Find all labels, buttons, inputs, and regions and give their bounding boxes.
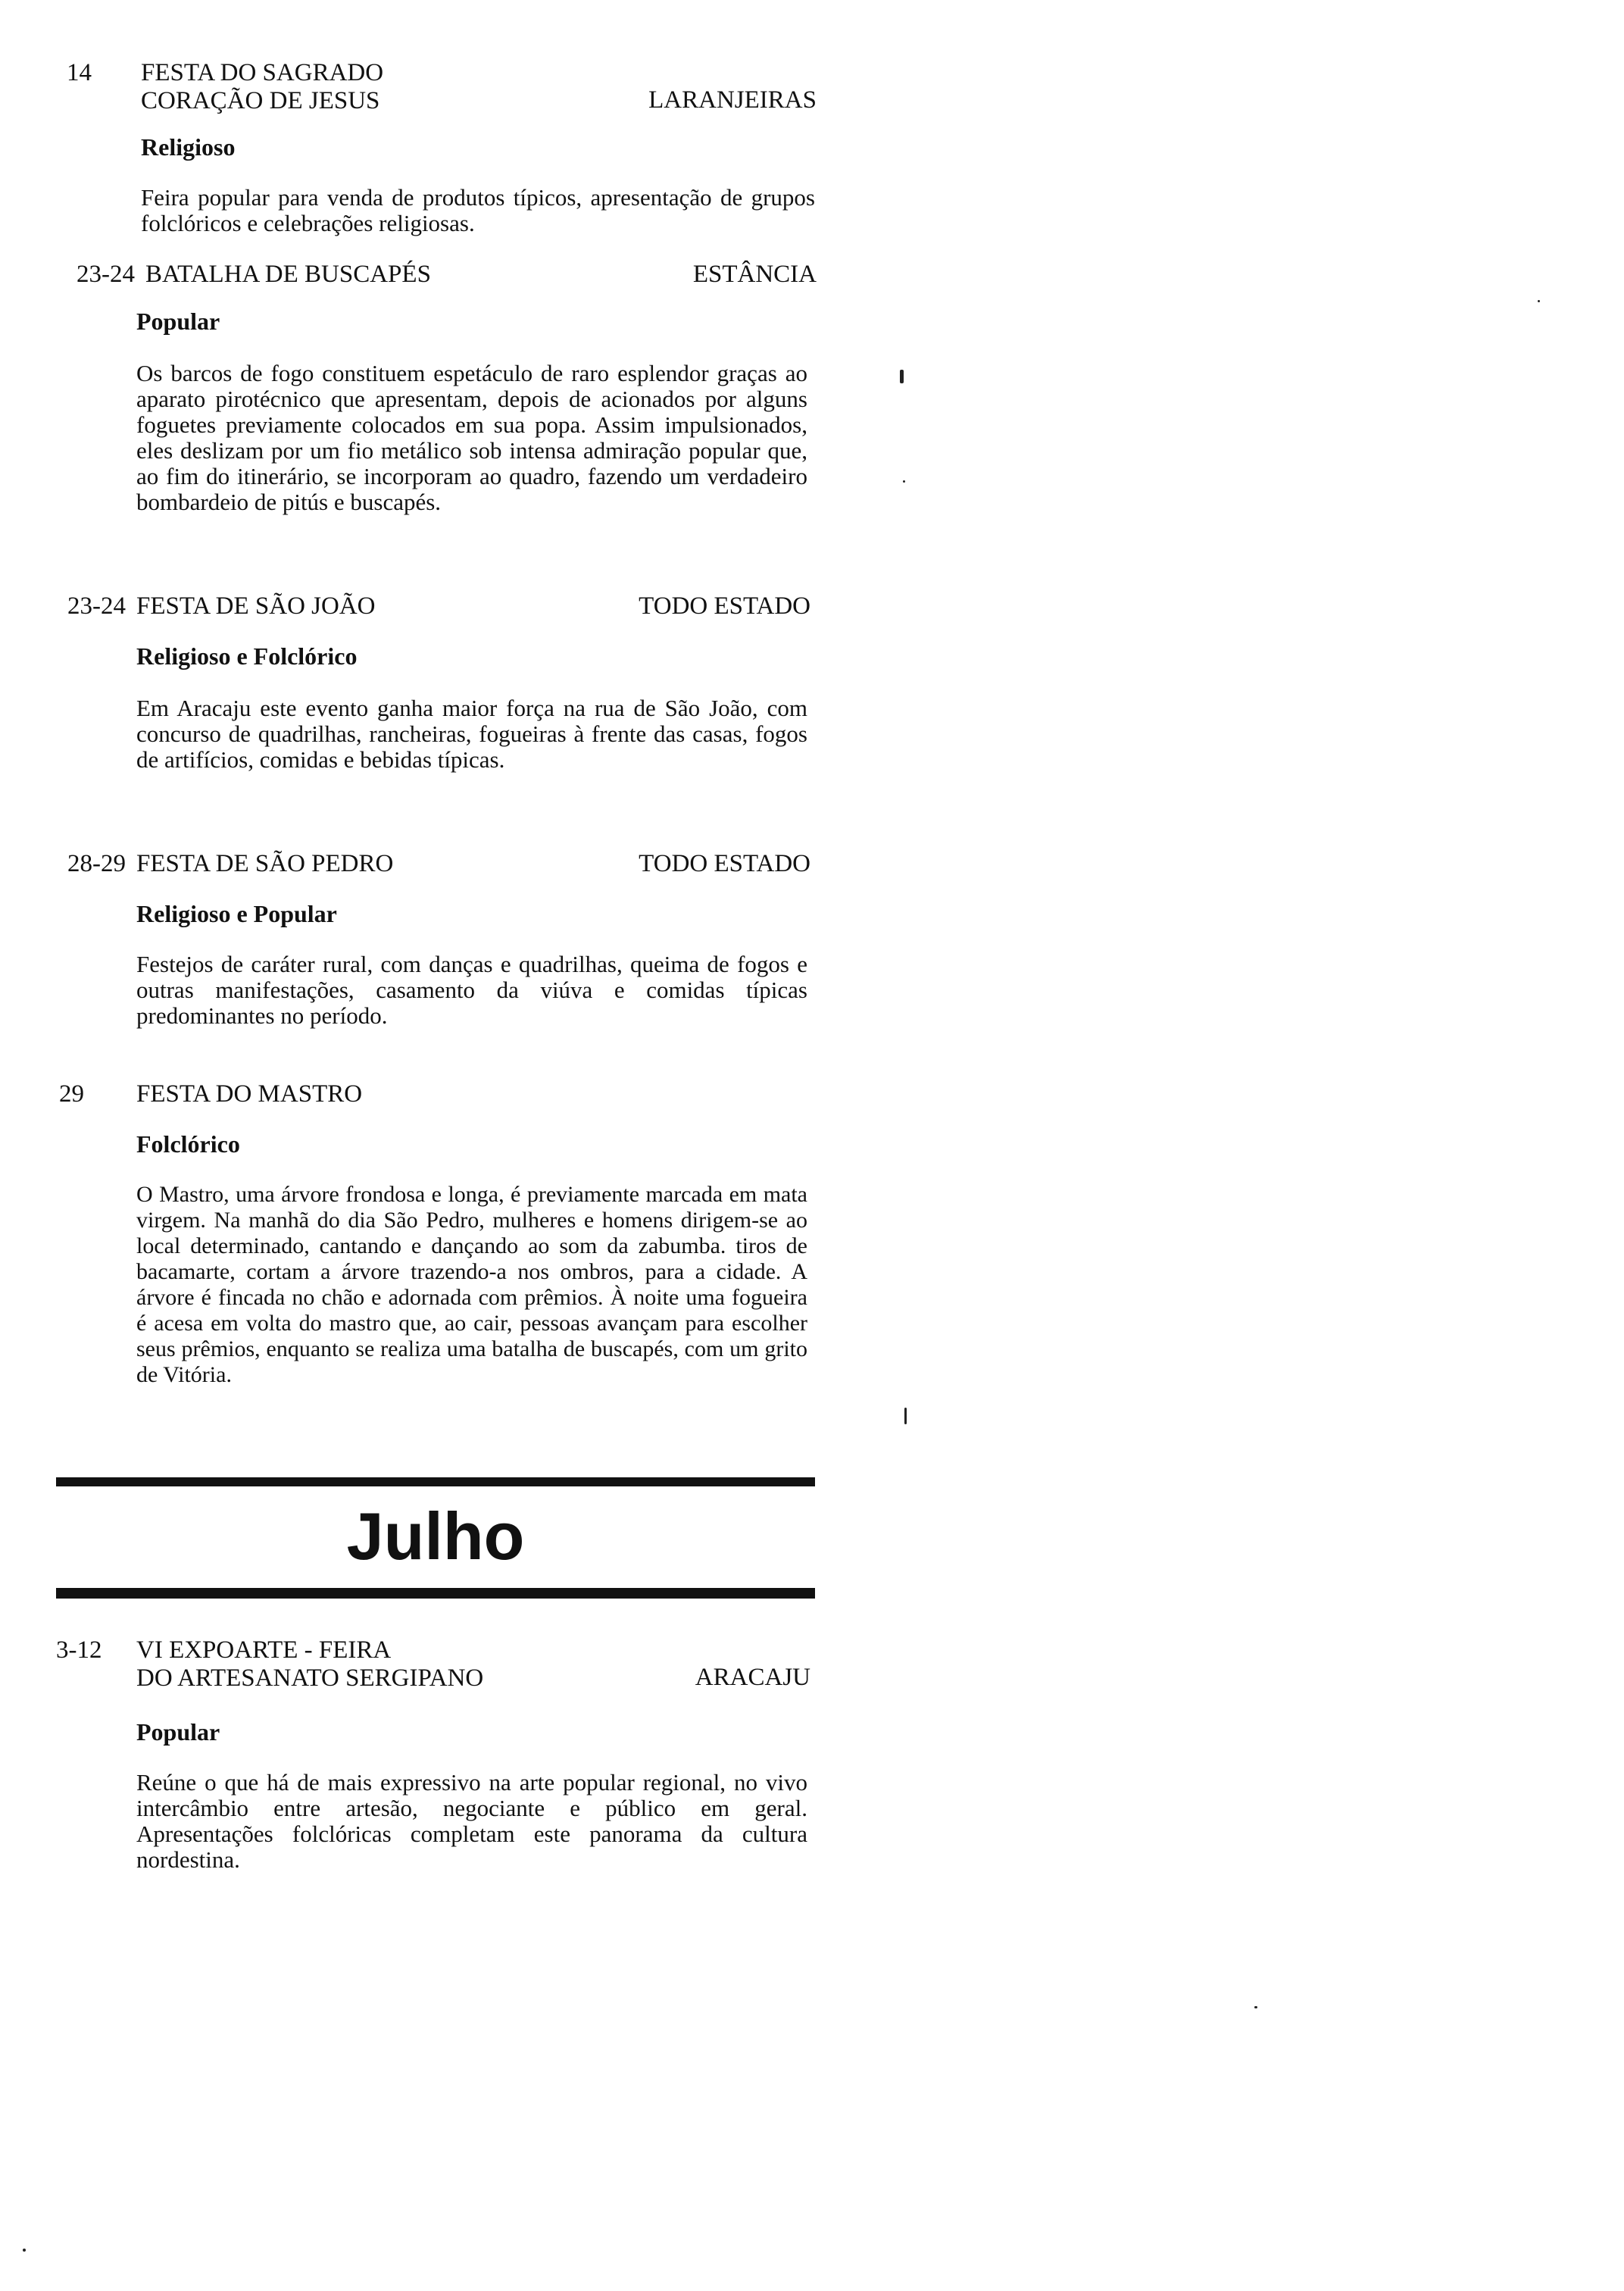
event-entry [0, 261, 833, 556]
event-title: FESTA DO MASTRO [136, 1080, 363, 1108]
event-date: 23-24 [77, 261, 135, 288]
event-description: O Mastro, uma árvore frondosa e longa, é previamente marcada em mata virgem. Na manhã do dia São Pedro, mulheres e homens dirigem-se ao local determinado, cantando e dançando ao som da zabumba. tiros de bacamarte, cortam a árvore trazendo-a nos ombros, para a cidade. A árvore é fincada no chão e adornada com prêmios. À noite uma fogueira é acesa em volta do mastro que, ao cair, pessoas avançam para escolher seus prêmios, enquanto se realiza uma batalha de buscapés, com um grito de Vitória. [136, 1182, 807, 1387]
event-title: BATALHA DE BUSCAPÉS [145, 261, 431, 288]
event-date: 14 [67, 59, 92, 86]
event-entry [0, 1080, 833, 1459]
event-description: Em Aracaju este evento ganha maior força na rua de São João, com concurso de quadrilhas, rancheiras, fogueiras à frente das casas, fogos de artifícios, comidas e bebidas típicas. [136, 695, 807, 773]
event-type: Religioso [141, 133, 236, 161]
event-title: FESTA DE SÃO JOÃO [136, 592, 376, 620]
event-type: Religioso e Popular [136, 900, 337, 927]
event-description: Feira popular para venda de produtos típicos, apresentação de grupos folclóricos e celebrações religiosas. [141, 184, 815, 236]
event-date: 23-24 [67, 592, 126, 620]
event-entry [0, 59, 833, 256]
scan-speck [23, 2249, 26, 2252]
event-title: FESTA DO SAGRADO CORAÇÃO DE JESUS [141, 59, 384, 114]
event-place: LARANJEIRAS [648, 86, 817, 114]
event-title: FESTA DE SÃO PEDRO [136, 850, 394, 877]
event-entry [0, 850, 833, 1039]
event-type: Religioso e Folclórico [136, 642, 358, 670]
scan-speck [904, 1408, 907, 1424]
event-type: Folclórico [136, 1130, 240, 1158]
event-place: ESTÂNCIA [692, 261, 817, 288]
divider-bottom [56, 1588, 815, 1599]
event-place: TODO ESTADO [639, 592, 810, 620]
divider-top [56, 1477, 815, 1486]
event-type: Popular [136, 308, 220, 335]
event-title: VI EXPOARTE - FEIRA DO ARTESANATO SERGIPANO [136, 1636, 484, 1692]
event-entry [0, 1636, 833, 1879]
scan-speck [1254, 2006, 1257, 2008]
event-entry [0, 592, 833, 820]
event-date: 29 [59, 1080, 84, 1108]
month-heading: Julho [346, 1499, 525, 1574]
event-type: Popular [136, 1718, 220, 1746]
scan-speck [903, 480, 905, 483]
event-date: 28-29 [67, 850, 126, 877]
scan-speck [900, 370, 904, 383]
event-date: 3-12 [56, 1636, 102, 1664]
scan-speck [1538, 300, 1540, 302]
event-description: Reúne o que há de mais expressivo na arte popular regional, no vivo intercâmbio entre artesão, negociante e público em geral. Apresentações folclóricas completam este panorama da cultura nordestina. [136, 1769, 807, 1873]
event-description: Os barcos de fogo constituem espetáculo de raro esplendor graças ao aparato pirotécnico que apresentam, depois de acionados por alguns foguetes previamente colocados em sua popa. Assim impulsionados, eles deslizam por um fio metálico sob intensa admiração popular que, ao fim do itinerário, se incorporam ao quadro, fazendo um verdadeiro bombardeio de pitús e buscapés. [136, 360, 807, 515]
event-place: TODO ESTADO [639, 850, 810, 877]
event-place: ARACAJU [695, 1664, 810, 1691]
event-description: Festejos de caráter rural, com danças e quadrilhas, queima de fogos e outras manifestações, casamento da viúva e comidas típicas predominantes no período. [136, 951, 807, 1029]
